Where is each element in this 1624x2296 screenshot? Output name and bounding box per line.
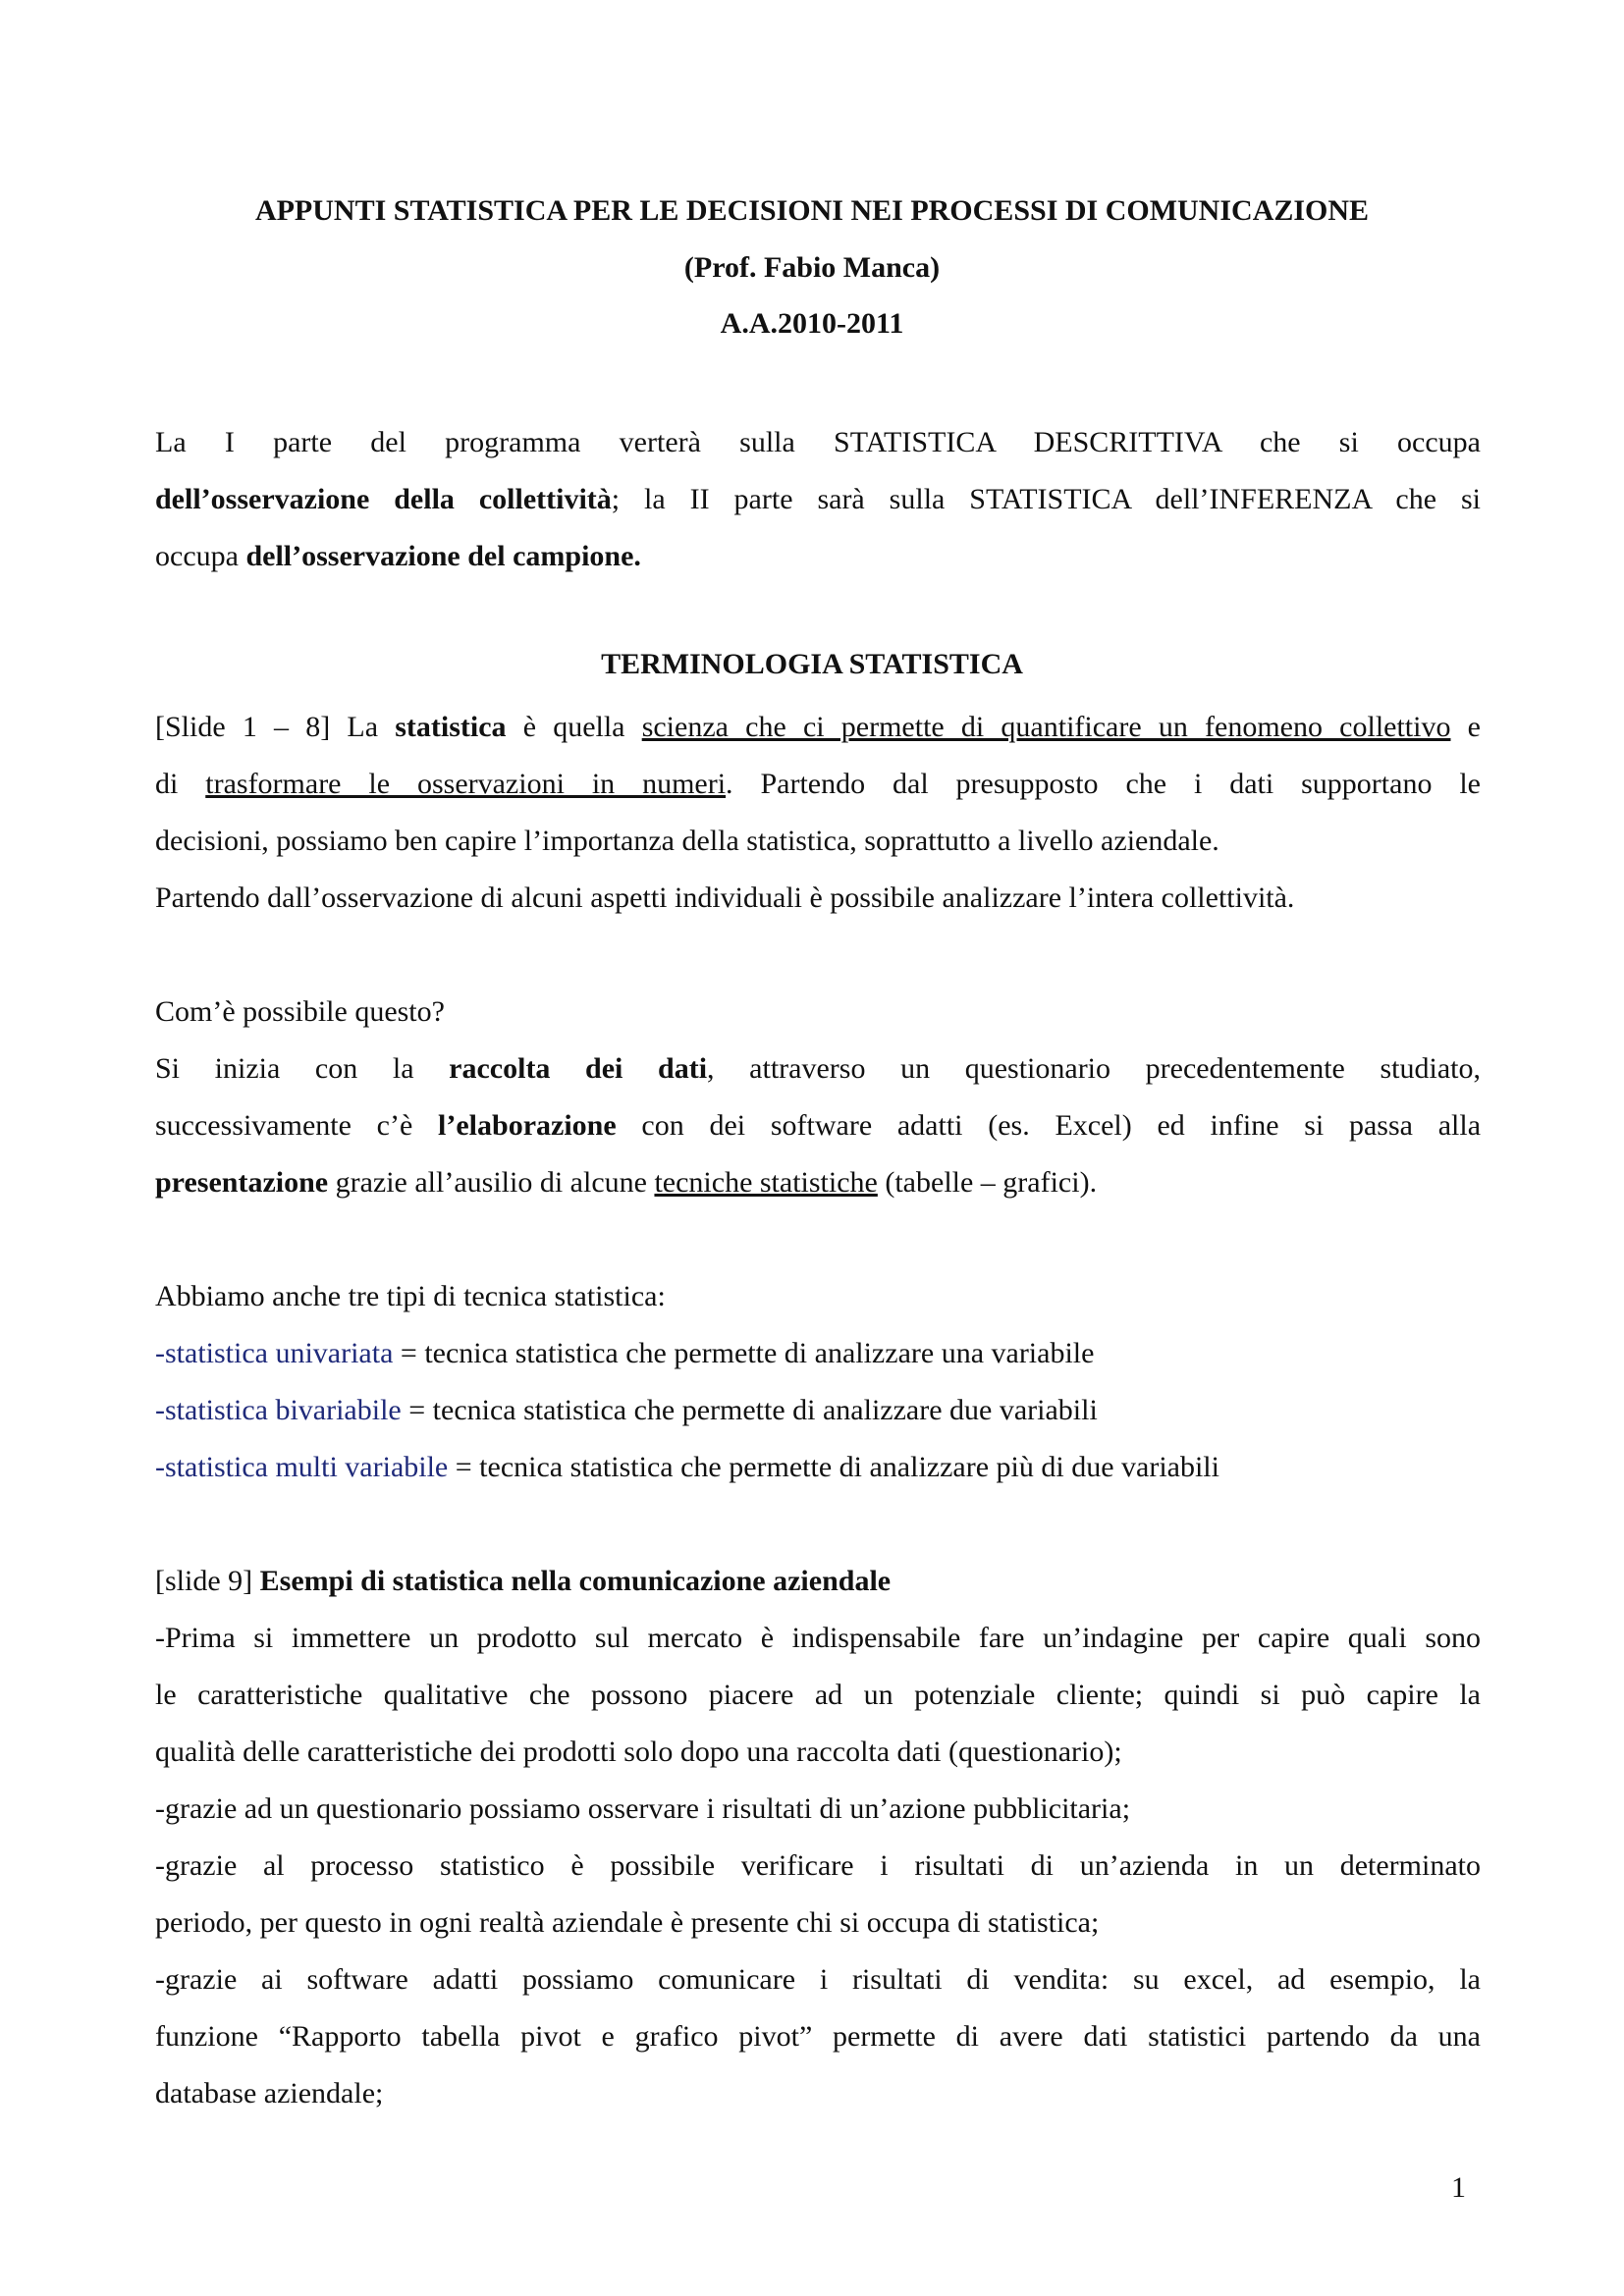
type-item bbox=[155, 1325, 1481, 1382]
slide9-line: qualità delle caratteristiche dei prodotti solo dopo una raccolta dati (questionario); bbox=[155, 1735, 1122, 1768]
intro-line-3-pre: occupa bbox=[155, 540, 246, 572]
slide9-line: periodo, per questo in ogni realtà aziendale è presente chi si occupa di statistica; bbox=[155, 1906, 1100, 1939]
process-l3-b: (tabelle – grafici). bbox=[877, 1166, 1098, 1199]
slide1-l2-b: . Partendo dal presupposto che i dati supportano le bbox=[726, 768, 1481, 800]
slide1-line-4: Partendo dall’osservazione di alcuni aspetti individuali è possibile analizzare l’intera collettività. bbox=[155, 881, 1295, 914]
intro-paragraph bbox=[155, 414, 1481, 585]
slide9-label: [slide 9] bbox=[155, 1565, 260, 1597]
slide1-l1-underline: scienza che ci permette di quantificare un fenomeno collettivo bbox=[641, 711, 1451, 743]
slide1-line-1 bbox=[155, 699, 1481, 756]
slide1-l2-a: di bbox=[155, 768, 206, 800]
type-desc: = tecnica statistica che permette di analizzare più di due variabili bbox=[448, 1451, 1219, 1483]
process-l1-a: Si inizia con la bbox=[155, 1052, 450, 1085]
process-line-1 bbox=[155, 1041, 1481, 1097]
slide9-heading-line bbox=[155, 1553, 1481, 1610]
process-l1-bold: raccolta dei dati bbox=[449, 1052, 708, 1085]
types-paragraph bbox=[155, 1268, 1481, 1496]
process-line-2 bbox=[155, 1097, 1481, 1154]
intro-bold-1: dell’osservazione della collettività bbox=[155, 483, 612, 515]
type-desc: = tecnica statistica che permette di analizzare due variabili bbox=[401, 1394, 1098, 1426]
question-paragraph bbox=[155, 984, 1481, 1211]
process-l2-b: con dei software adatti (es. Excel) ed infine si passa alla bbox=[616, 1109, 1482, 1142]
slide9-line: le caratteristiche qualitative che possono piacere ad un potenziale cliente; quindi si può capire la bbox=[155, 1679, 1481, 1711]
slide9-line: -Prima si immettere un prodotto sul mercato è indispensabile fare un’indagine per capire quali sono bbox=[155, 1622, 1481, 1654]
document-academic-year: A.A.2010-2011 bbox=[720, 307, 904, 340]
intro-line-3 bbox=[155, 528, 1481, 585]
types-intro: Abbiamo anche tre tipi di tecnica statistica: bbox=[155, 1280, 666, 1312]
intro-bold-2: dell’osservazione del campione. bbox=[245, 540, 641, 572]
slide9-paragraph bbox=[155, 1553, 1481, 2122]
process-l1-b: , attraverso un questionario precedentemente studiato, bbox=[707, 1052, 1481, 1085]
slide9-line: database aziendale; bbox=[155, 2077, 384, 2109]
type-item bbox=[155, 1382, 1481, 1439]
document-professor: (Prof. Fabio Manca) bbox=[683, 251, 941, 284]
type-term: -statistica bivariabile bbox=[155, 1394, 402, 1426]
process-l2-bold: l’elaborazione bbox=[438, 1109, 617, 1142]
slide9-heading: Esempi di statistica nella comunicazione aziendale bbox=[259, 1565, 892, 1597]
document-title: APPUNTI STATISTICA PER LE DECISIONI NEI PROCESSI DI COMUNICAZIONE bbox=[254, 194, 1370, 227]
slide9-line: funzione “Rapporto tabella pivot e grafico pivot” permette di avere dati statistici partendo da una bbox=[155, 2020, 1481, 2053]
intro-line-2-rest: ; la II parte sarà sulla STATISTICA dell’INFERENZA che si bbox=[611, 483, 1481, 515]
intro-line-1: La I parte del programma verterà sulla STATISTICA DESCRITTIVA che si occupa bbox=[155, 426, 1481, 458]
process-l2-a: successivamente c’è bbox=[155, 1109, 439, 1142]
type-term: -statistica multi variabile bbox=[155, 1451, 449, 1483]
process-l3-underline: tecniche statistiche bbox=[654, 1166, 878, 1199]
slide9-line: -grazie al processo statistico è possibile verificare i risultati di un’azienda in un determinato bbox=[155, 1849, 1481, 1882]
slide1-l1-b: è quella bbox=[506, 711, 642, 743]
section-heading: TERMINOLOGIA STATISTICA bbox=[601, 648, 1023, 680]
process-l3-bold: presentazione bbox=[155, 1166, 329, 1199]
slide1-l1-bold: statistica bbox=[395, 711, 507, 743]
slide1-l2-underline: trasformare le osservazioni in numeri bbox=[205, 768, 727, 800]
slide9-line: -grazie ai software adatti possiamo comunicare i risultati di vendita: su excel, ad esempio, la bbox=[155, 1963, 1481, 1996]
intro-line-2 bbox=[155, 471, 1481, 528]
type-item bbox=[155, 1439, 1481, 1496]
page-number: 1 bbox=[1451, 2171, 1466, 2204]
slide1-l1-a: [Slide 1 – 8] La bbox=[155, 711, 396, 743]
question-line: Com’è possibile questo? bbox=[155, 995, 445, 1028]
slide1-line-2 bbox=[155, 756, 1481, 813]
process-l3-a: grazie all’ausilio di alcune bbox=[328, 1166, 655, 1199]
type-desc: = tecnica statistica che permette di analizzare una variabile bbox=[393, 1337, 1095, 1369]
slide1-paragraph bbox=[155, 699, 1481, 927]
process-line-3 bbox=[155, 1154, 1481, 1211]
slide9-line: -grazie ad un questionario possiamo osservare i risultati di un’azione pubblicitaria; bbox=[155, 1792, 1131, 1825]
slide1-l1-c: e bbox=[1450, 711, 1481, 743]
type-term: -statistica univariata bbox=[155, 1337, 394, 1369]
slide1-line-3: decisioni, possiamo ben capire l’importanza della statistica, soprattutto a livello aziendale. bbox=[155, 825, 1219, 857]
